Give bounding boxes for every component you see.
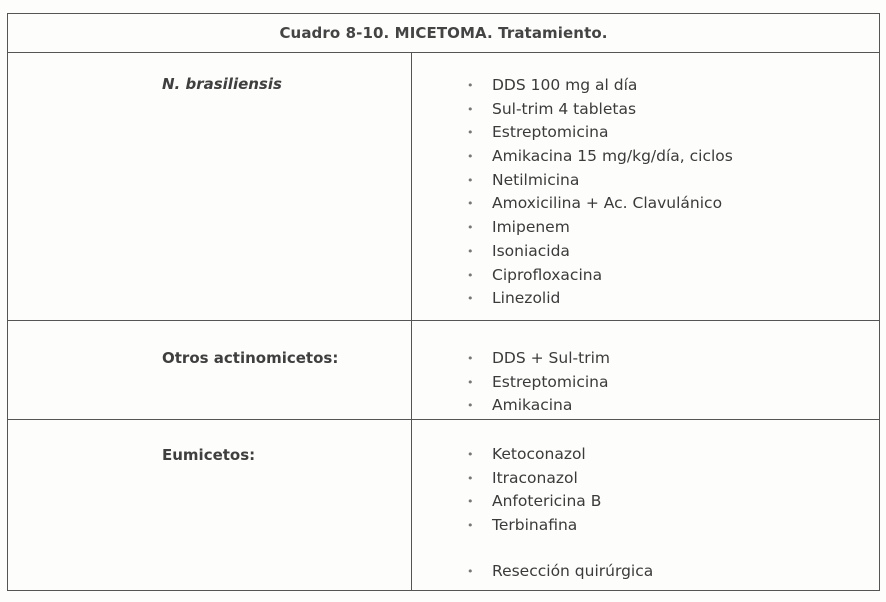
- list-item-text: Itraconazol: [492, 468, 578, 487]
- bullet-icon: •: [467, 399, 474, 413]
- treatment-table: [7, 13, 880, 591]
- list-item: [467, 240, 733, 264]
- list-item-text: Netilmicina: [492, 170, 580, 189]
- bullet-icon: •: [467, 352, 474, 365]
- list-item: [467, 264, 733, 288]
- bullet-icon: •: [467, 268, 474, 282]
- list-item: [467, 467, 653, 491]
- list-item: [467, 121, 733, 145]
- table-title: Cuadro 8-10. MICETOMA. Tratamiento.: [279, 24, 608, 42]
- bullet-icon: •: [467, 150, 474, 164]
- list-item-text: Amikacina 15 mg/kg/día, ciclos: [492, 147, 733, 166]
- list-item: [467, 216, 733, 240]
- list-item-text: Terbinafina: [492, 516, 578, 535]
- bullet-icon: •: [467, 292, 474, 306]
- list-item: [467, 394, 610, 418]
- table-row-eumicetos: [8, 420, 879, 590]
- list-item-text: Resección quirúrgica: [492, 561, 654, 580]
- list-item: [467, 192, 733, 216]
- row-label-eumicetos: Eumicetos:: [162, 446, 256, 464]
- list-item: [467, 490, 653, 514]
- list-item: [467, 287, 733, 311]
- list-item-text: DDS 100 mg al día: [492, 76, 638, 94]
- bullet-icon: •: [467, 197, 474, 211]
- bullet-icon: •: [467, 375, 474, 389]
- table-row-otros-actinomicetos: [8, 321, 879, 420]
- list-item: [467, 169, 733, 193]
- list-item-text: Sul-trim 4 tabletas: [492, 99, 637, 118]
- list-item-text: Estreptomicina: [492, 372, 609, 391]
- list-item-text: Isoniacida: [492, 241, 570, 260]
- treatment-list-n-brasiliensis: [467, 74, 733, 311]
- list-item: [467, 74, 733, 98]
- bullet-icon: •: [467, 244, 474, 258]
- bullet-icon: •: [467, 79, 474, 92]
- row-label-n-brasiliensis: N. brasiliensis: [162, 75, 282, 93]
- table-title-row: [8, 14, 879, 53]
- bullet-icon: •: [467, 471, 474, 485]
- list-item: [467, 443, 653, 467]
- list-item-text: Amikacina: [492, 396, 573, 415]
- bullet-icon: •: [467, 564, 474, 578]
- table-row-n-brasiliensis: [8, 53, 879, 321]
- list-item-text: Ciprofloxacina: [492, 265, 603, 284]
- list-item-text: Ketoconazol: [492, 445, 586, 463]
- bullet-icon: •: [467, 221, 474, 235]
- list-item: [467, 514, 653, 538]
- list-item-text: Imipenem: [492, 218, 570, 237]
- bullet-icon: •: [467, 519, 474, 533]
- list-item-text: Anfotericina B: [492, 492, 602, 511]
- bullet-icon: •: [467, 448, 474, 461]
- list-item: [467, 98, 733, 122]
- list-item-text: DDS + Sul-trim: [492, 349, 610, 367]
- bullet-icon: •: [467, 173, 474, 187]
- list-item: [467, 347, 610, 371]
- list-item: [467, 371, 610, 395]
- list-item: [467, 145, 733, 169]
- list-item-surgical: [467, 560, 653, 584]
- bullet-icon: •: [467, 495, 474, 509]
- column-divider: [411, 53, 412, 590]
- row-label-otros-actinomicetos: Otros actinomicetos:: [162, 349, 339, 367]
- bullet-icon: •: [467, 126, 474, 140]
- treatment-list-otros-actinomicetos: [467, 347, 610, 418]
- list-item-text: Linezolid: [492, 289, 561, 308]
- treatment-list-eumicetos: [467, 443, 653, 583]
- list-item-text: Amoxicilina + Ac. Clavulánico: [492, 194, 723, 213]
- bullet-icon: •: [467, 102, 474, 116]
- list-item-text: Estreptomicina: [492, 123, 609, 142]
- list-spacer: [467, 538, 653, 560]
